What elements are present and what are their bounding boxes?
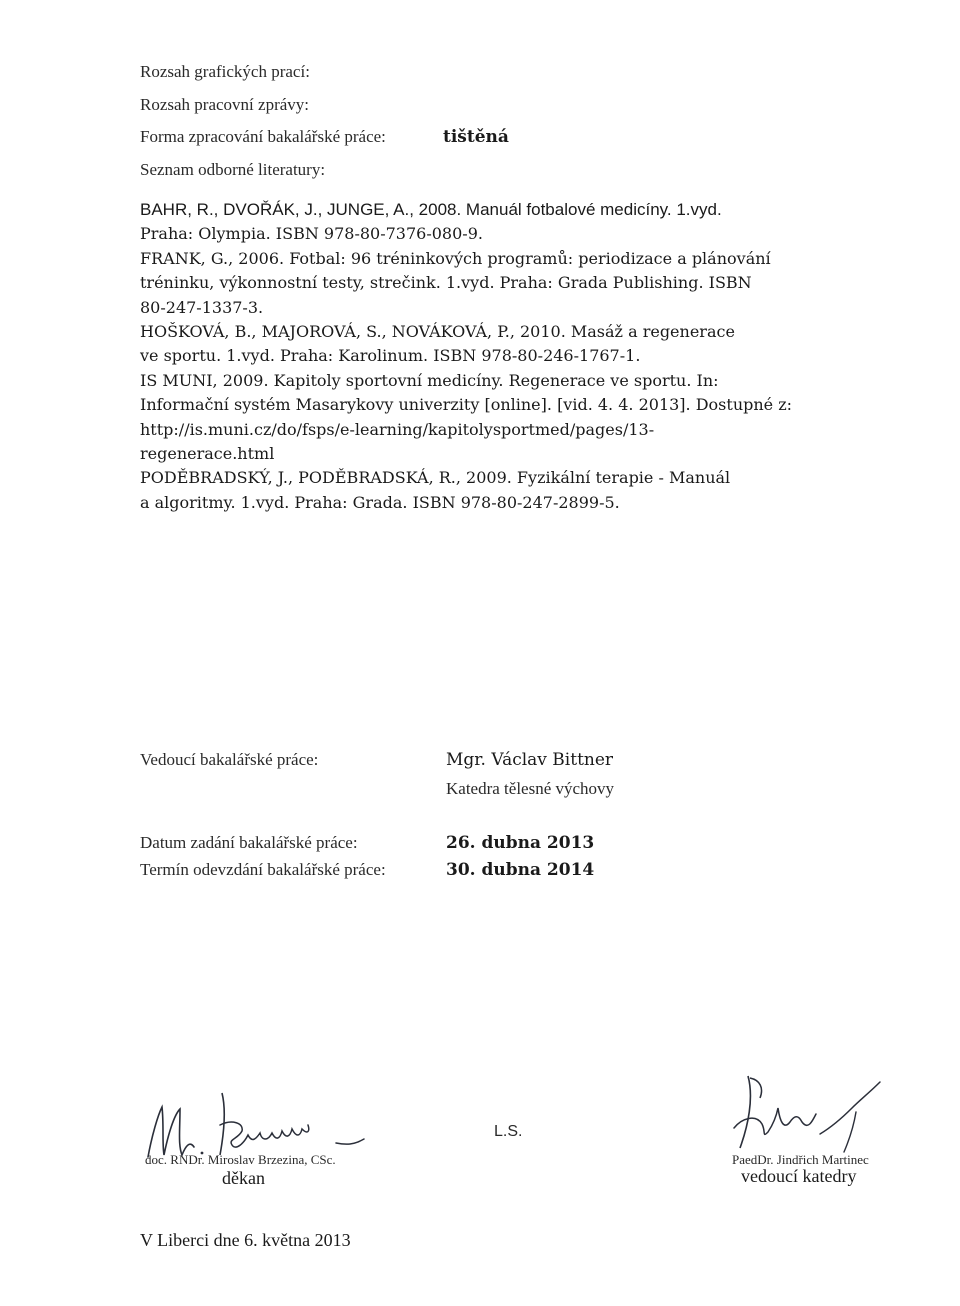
seal-mark: L.S. xyxy=(494,1123,523,1140)
rozsah-grafickych-label: Rozsah grafických prací: xyxy=(140,62,310,81)
reference-line: IS MUNI, 2009. Kapitoly sportovní medicíny. Regenerace ve sportu. In: xyxy=(140,370,719,390)
place-date: V Liberci dne 6. května 2013 xyxy=(140,1230,351,1250)
reference-line: HOŠKOVÁ, B., MAJOROVÁ, S., NOVÁKOVÁ, P., 2010. Masáž a regenerace xyxy=(140,321,735,341)
reference-line: ve sportu. 1.vyd. Praha: Karolinum. ISBN 978-80-246-1767-1. xyxy=(140,346,641,366)
references-list xyxy=(140,198,900,515)
rozsah-zpravy-label: Rozsah pracovní zprávy: xyxy=(140,95,309,114)
reference-line: a algoritmy. 1.vyd. Praha: Grada. ISBN 978-80-247-2899-5. xyxy=(140,492,620,512)
assigned-date-value: 26. dubna 2013 xyxy=(446,833,595,853)
reference-line: BAHR, R., DVOŘÁK, J., JUNGE, A., 2008. Manuál fotbalové medicíny. 1.vyd. xyxy=(140,200,722,219)
assigned-date-label: Datum zadání bakalářské práce: xyxy=(140,833,358,852)
head-signature xyxy=(720,1068,890,1158)
deadline-date-label: Termín odevzdání bakalářské práce: xyxy=(140,860,386,879)
head-name: PaedDr. Jindřich Martinec xyxy=(732,1152,869,1167)
forma-label: Forma zpracování bakalářské práce: xyxy=(140,127,386,146)
dean-name: doc. RNDr. Miroslav Brzezina, CSc. xyxy=(145,1152,336,1167)
dean-role: děkan xyxy=(222,1168,265,1188)
head-role: vedoucí katedry xyxy=(741,1166,857,1186)
reference-line: Praha: Olympia. ISBN 978-80-7376-080-9. xyxy=(140,224,483,244)
reference-line: Informační systém Masarykovy univerzity [online]. [vid. 4. 4. 2013]. Dostupné z: xyxy=(140,395,793,415)
forma-value: tištěná xyxy=(443,127,509,147)
reference-line: PODĚBRADSKÝ, J., PODĚBRADSKÁ, R., 2009. Fyzikální terapie - Manuál xyxy=(140,468,731,488)
reference-line: tréninku, výkonnostní testy, strečink. 1.vyd. Praha: Grada Publishing. ISBN xyxy=(140,273,752,293)
reference-line: FRANK, G., 2006. Fotbal: 96 tréninkových programů: periodizace a plánování xyxy=(140,248,771,268)
reference-line: 80-247-1337-3. xyxy=(140,297,264,317)
supervisor-label: Vedoucí bakalářské práce: xyxy=(140,750,319,769)
reference-line: http://is.muni.cz/do/fsps/e-learning/kapitolysportmed/pages/13- xyxy=(140,419,655,439)
reference-line: regenerace.html xyxy=(140,443,275,463)
supervisor-name: Mgr. Václav Bittner xyxy=(446,750,614,770)
seznam-literatury-label: Seznam odborné literatury: xyxy=(140,160,326,179)
supervisor-department: Katedra tělesné výchovy xyxy=(446,779,615,798)
deadline-date-value: 30. dubna 2014 xyxy=(446,860,595,880)
